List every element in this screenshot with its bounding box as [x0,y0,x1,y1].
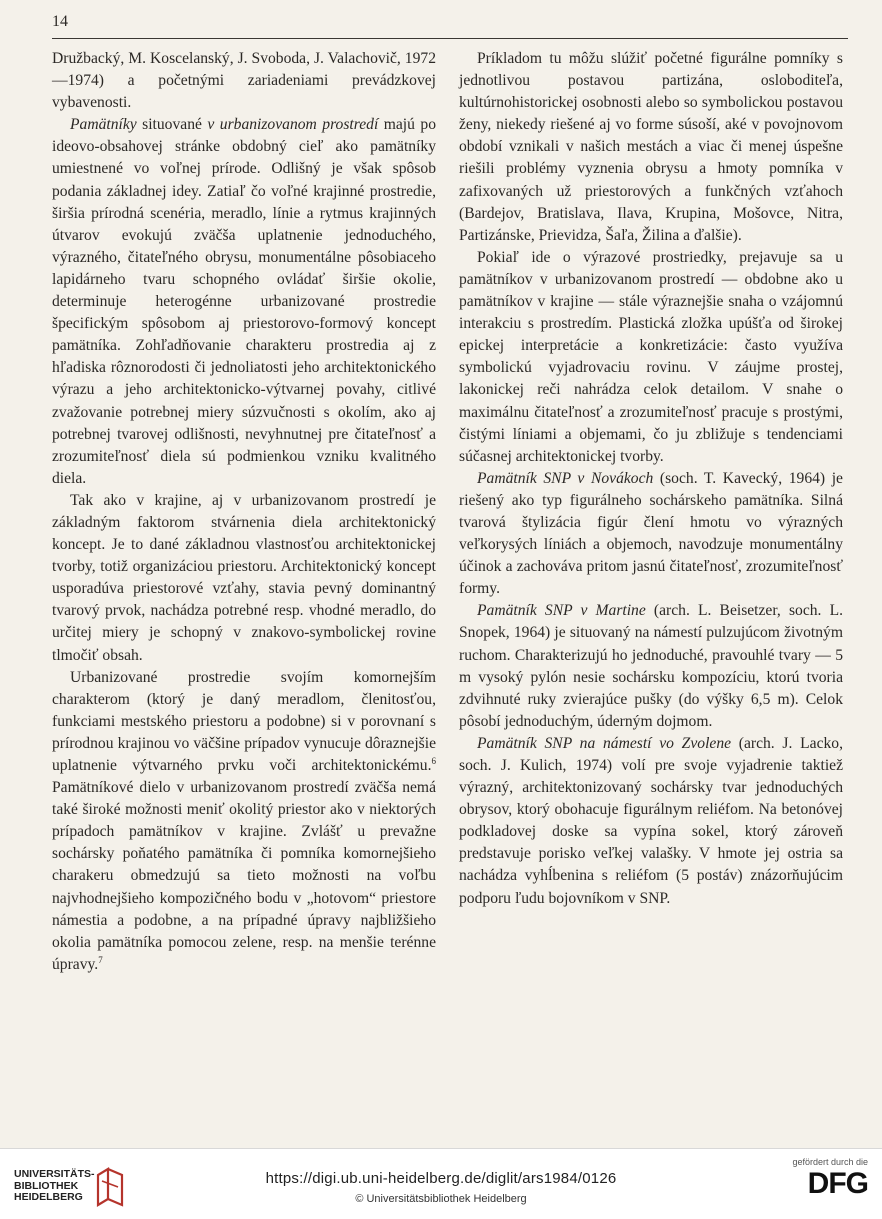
paragraph [459,468,843,601]
permalink-url[interactable]: https://digi.ub.uni-heidelberg.de/diglit/ars1984/0126 [265,1170,617,1187]
text-run: majú po ideovo-obsahovej stránke obdobný cieľ ako pamätníky umiestnené vo voľnej prírode. Odlišný je však spôsob podania základnej idey. Zatiaľ čo voľné krajinné prostredie, širšia prírodná scenéria, meradlo, línie a rytmus krajinných útvarov evokujú zväčša uplatnenie jednoduchého, výrazného, čitateľného obrysu, monumentálne pôsobiaceho lapidárneho tvaru schopného ovládať širšie okolie, determinuje heterogénne urbanizované prostredie špecifickým spôsobom aj priestorovo-formový koncept pamätníka. Zohľadňovanie charakteru prostredia aj z hľadiska rôznorodosti či jednoliatosti jeho architektonického výrazu a jeho architektonicko-výtvarnej povahy, citlivé zvažovanie potrebnej miery súzvučnosti s okolím, ako aj potrebnej tvarovej odlišnosti, nevyhnutnej pre čitateľnosť a zrozumiteľnosť diela sú podmienkou vzniku kvalitného diela. [52,116,436,487]
right-column [459,48,843,910]
paragraph: Družbacký, M. Koscelanský, J. Svoboda, J. Valachovič, 1972—1974) a početnými zariadeniami prevádzkovej vybavenosti. [52,50,436,112]
library-name-line: HEIDELBERG [14,1191,83,1203]
page-number: 14 [52,13,68,30]
viewer-footer [0,1148,882,1219]
footnote-ref[interactable]: 6 [431,755,436,766]
paragraph [459,600,843,733]
left-column [52,48,436,976]
paragraph: Príkladom tu môžu slúžiť početné figurálne pomníky s jednotlivou postavou partizána, osloboditeľa, kultúrnohistorickej osobnosti alebo so symbolickou postavou ženy, niekedy riešené aj vo forme súsoší, aké v povojnovom období vznikali v našich mestách a viac či menej úspešne riešili problémy vyznenia obrysu a hmoty pomníka v zafixovaných už priestorových a funkčných vzťahoch (Bardejov, Bratislava, Ilava, Krupina, Mošovce, Nitra, Partizánske, Prievidza, Šaľa, Žilina a ďalšie). [459,50,843,244]
italic-term: Pamätníky [70,116,137,134]
italic-term: Pamätník SNP v Novákoch [477,469,654,487]
copyright-notice: © Universitätsbibliothek Heidelberg [355,1193,527,1205]
paragraph: Tak ako v krajine, aj v urbanizovanom prostredí je základným faktorom stvárnenia diela architektonický koncept. Je to dané základnou vlastnosťou architektonickej tvorby, totiž organizáciou priestoru. Architektonický koncept usporadúva priestorové vzťahy, stavia pevný dominantný tvarový prvok, nachádza potrebné resp. vhodné meradlo, do určitej miery je schopný v znakovo-symbolickej rovine tlmočiť obsah. [52,491,436,664]
library-name-line: BIBLIOTHEK [14,1179,79,1192]
text-run: (arch. J. Lacko, soch. J. Kulich, 1974) volí pre svoje vyjadrenie taktiež výrazný, architektonizovaný sochársky tvar jednoduchých obrysov, ktorý obohacuje figurálnym reliéfom. Na betonóvej podkladovej doske sa vypína sokel, ktorý zároveň predstavuje porisko veľkej valašky. V hmote jej ostria sa nachádza vyhĺbenina s reliéfom (5 postáv) znázorňujúcim podporu ľudu bojovníkom v SNP. [459,734,843,907]
paragraph [459,733,843,910]
paragraph: Pokiaľ ide o výrazové prostriedky, prejavuje sa u pamätníkov v urbanizovanom prostredí — obdobne ako u pamätníkov v krajine — stále výraznejšie snaha o vzájomnú interakciu s prostredím. Plastická zložka upúšťa od širokej epickej interpretácie a konkretizácie: často využíva symbolickú vyjadrovaciu rovinu. V záujme prostej, lakonickej reči nahrádza celok detailom. V snahe o maximálnu čitateľnosť a zrozumiteľnosť pracuje s prostými, čistými líniami a objemami, čo ju zbližuje s tendenciami súčasnej architektonickej tvorby. [459,248,843,465]
italic-term: Pamätník SNP na námestí vo Zvolene [477,734,732,752]
italic-term: Pamätník SNP v Martine [477,602,646,620]
paragraph [52,667,436,976]
dfg-wordmark: DFG [807,1167,868,1200]
text-run: (soch. T. Kavecký, 1964) je riešený ako typ figurálneho sochárskeho pamätníka. Silná tvarová štylizácia figúr člení hmotu vo výrazných veľkorysých líniách a objemoch, navodzuje monumentálny účinok a zachováva pritom jasnú čitateľnosť, zrozumiteľnosť formy. [459,469,843,598]
text-run: situované [136,116,208,134]
text-run: Urbanizované prostredie svojím komornejším charakterom (ktorý je daný meradlom, členitosťou, funkciami mestského priestoru a podobne) si v porovnaní s prírodnou krajinou vo väčšine prípadov vynucuje dôraznejšie uplatnenie výtvarného prvku voči architektonickému. [52,668,436,774]
italic-term: v urbanizovanom prostredí [207,116,379,134]
footnote-ref[interactable]: 7 [98,954,103,965]
funder-logo[interactable] [778,1157,868,1201]
text-run: (arch. L. Beisetzer, soch. L. Snopek, 1964) je situovaný na námestí pulzujúcom životným ruchom. Charakterizujú ho jednoduché, pravouhlé tvary — 5 m vysoký pylón nesie sochársku kompozíciu, ktorú tvoria zdvihnuté ruky zvierajúce pušky (do výšky 6,5 m). Celok pôsobí jednoduchým, úderným dojmom. [459,602,844,730]
text-run: Pamätníkové dielo v urbanizovanom prostredí zväčša nemá také široké možnosti meniť okolitý priestor ako v niektorých prípadoch pamätníkov v krajine. Zvlášť u prevažne sochársky poňatého pamätníka či pomníka komornejšieho charakeru obmedzujú sa tieto možnosti na voľbu najvhodnejšieho kompozičného bodu v „hotovom“ priestore námestia a podobne, a na prípadné úpravy najbližšieho okolia pamätníka pomocou zelene, resp. na menšie terénne úpravy. [52,779,436,973]
paragraph [52,114,436,490]
funded-by-caption: gefördert durch die [792,1157,868,1167]
header-rule [52,38,848,39]
library-name-line: UNIVERSITÄTS- [14,1168,95,1180]
